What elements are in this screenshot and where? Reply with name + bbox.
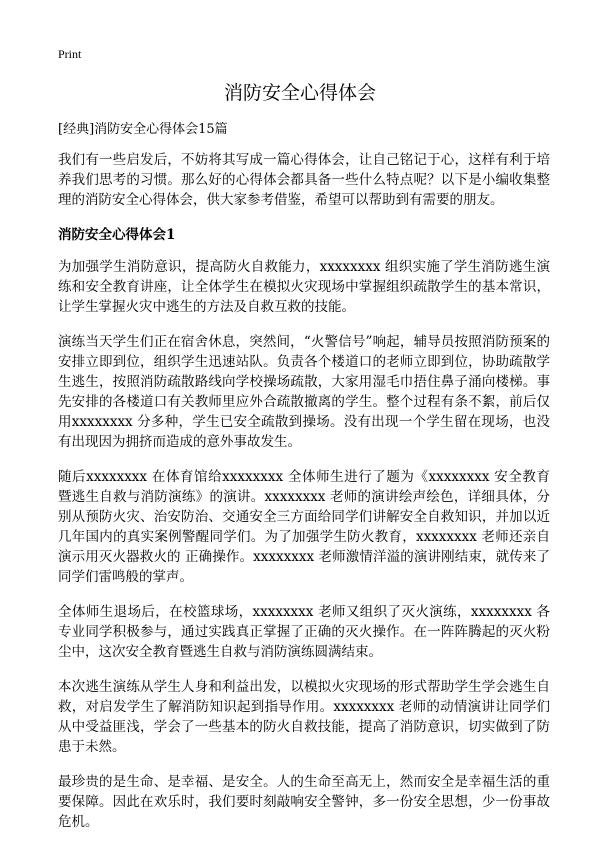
- document-subtitle: [经典]消防安全心得体会15篇: [58, 122, 228, 137]
- body-paragraph: 为加强学生消防意识，提高防火自救能力，xxxxxxxx 组织实施了学生消防逃生演练和安全教育讲座，让全体学生在模拟火灾现场中掌握组织疏散学生的基本常识，让学生掌握火灾中逃生的方法及自救互救的技能。: [58, 259, 550, 315]
- body-paragraph: 本次逃生演练从学生人身和利益出发，以模拟火灾现场的形式帮助学生学会逃生自救，对启发学生了解消防知识起到指导作用。xxxxxxxx 老师的动情演讲让同学们从中受益匪浅，学会了一些基本的防火自救技能，提高了消防意识，切实做到了防患于未然。: [58, 679, 550, 755]
- page-title: 消防安全心得体会: [223, 82, 376, 104]
- intro-paragraph: 我们有一些启发后，不妨将其写成一篇心得体会，让自己铭记于心，这样有利于培养我们思考的习惯。那么好的心得体会都具备一些什么特点呢？以下是小编收集整理的消防安全心得体会，供大家参考借鉴，希望可以帮助到有需要的朋友。: [58, 152, 550, 208]
- print-label: Print: [58, 47, 82, 61]
- body-paragraph: 最珍贵的是生命、是幸福、是安全。人的生命至高无上，然而安全是幸福生活的重要保障。因此在欢乐时，我们要时刻敲响安全警钟，多一份安全思想，少一份事故危机。: [58, 774, 550, 830]
- body-paragraph: 全体师生退场后，在校篮球场，xxxxxxxx 老师又组织了灭火演练，xxxxxxxx 各专业同学积极参与，通过实践真正掌握了正确的灭火操作。在一阵阵腾起的灭火粉尘中，这次安全教育暨逃生自救与消防演练圆满结束。: [58, 604, 550, 660]
- section-heading: 消防安全心得体会1: [58, 227, 176, 243]
- document-body: [58, 120, 550, 847]
- body-paragraph: 演练当天学生们正在宿舍休息，突然间，“火警信号”响起，辅导员按照消防预案的安排立即到位，组织学生迅速站队。负责各个楼道口的老师立即到位，协助疏散学生逃生，按照消防疏散路线向学校操场疏散，大家用湿毛巾捂住鼻子涌向楼梯。事先安排的各楼道口有关教师里应外合疏散撤离的学生。整个过程有条不絮，前后仅用xxxxxxxx 分多种，学生已安全疏散到操场。没有出现一个学生留在现场，也没有出现因为拥挤而造成的意外事故发生。: [58, 334, 550, 450]
- body-paragraph: 随后xxxxxxxx 在体育馆给xxxxxxxx 全体师生进行了题为《xxxxxxxx 安全教育暨逃生自救与消防演练》的演讲。xxxxxxxx 老师的演讲绘声绘色，详细具体，分别从预防火灾、治安防治、交通安全三方面给同学们讲解安全自救知识，并加以近几年国内的真实案例警醒同学们。为了加强学生防火教育，xxxxxxxx 老师还亲自演示用灭火器救火的 正确操作。xxxxxxxx 老师激情洋溢的演讲刚结束，就传来了同学们雷鸣般的掌声。: [58, 469, 550, 585]
